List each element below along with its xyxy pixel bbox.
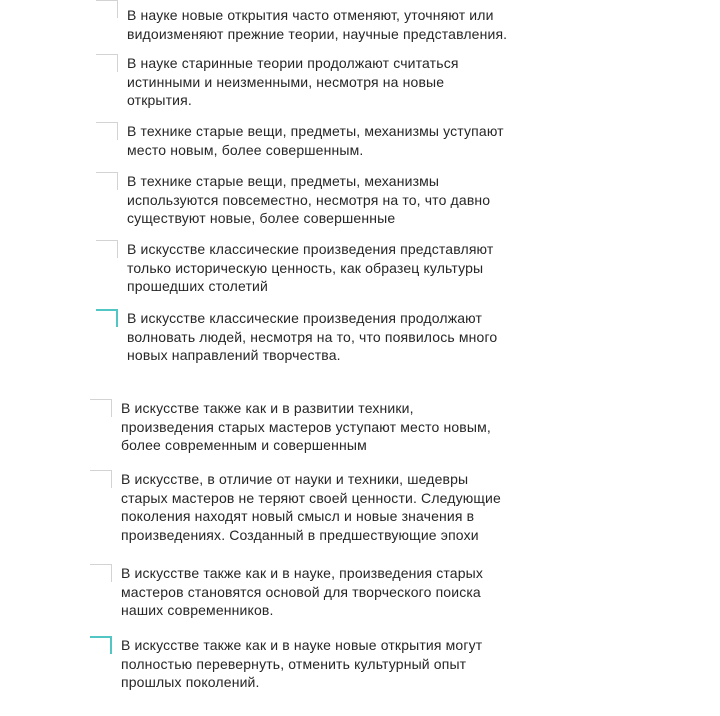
answer-option-1[interactable] [96,6,696,46]
checkbox-3[interactable] [96,122,118,140]
answer-option-10-label: В искусстве также как и в науке новые открытия могут полностью перевернуть, отменить культурный опыт прошлых поколений. [121,637,483,690]
answer-option-4-label: В технике старые вещи, предметы, механизмы используются повсеместно, несмотря на то, что давно существуют новые, более совершенные [127,173,491,226]
answer-option-6-label: В искусстве классические произведения продолжают волновать людей, несмотря на то, что появилось много новых направлений творчества. [127,310,498,363]
answer-option-8-label: В искусстве, в отличие от науки и техники, шедевры старых мастеров не теряют своей ценности. Следующие поколения находят новый смысл и новые значения в произведениях. Созданный в предшествующие эпохи [121,471,501,543]
answer-option-7[interactable] [90,399,700,457]
checkbox-10[interactable] [90,636,112,654]
answer-option-2-label: В науке старинные теории продолжают считаться истинными и неизменными, несмотря на новые открытия. [127,55,459,108]
answer-option-8[interactable] [90,470,700,548]
answer-option-5[interactable] [96,240,696,298]
answer-option-5-label: В искусстве классические произведения представляют только историческую ценность, как образец культуры прошедших столетий [127,241,494,294]
answer-option-10[interactable] [90,636,700,694]
checkbox-1[interactable] [96,0,118,18]
checkbox-7[interactable] [90,399,112,417]
answer-option-3-label: В технике старые вещи, предметы, механизмы уступают место новым, более совершенным. [127,123,504,158]
answer-option-4[interactable] [96,172,696,230]
answer-option-3[interactable] [96,122,696,162]
checkbox-5[interactable] [96,240,118,258]
answer-option-9-label: В искусстве также как и в науке, произведения старых мастеров становятся основой для творческого поиска наших современников. [121,565,484,618]
answer-option-7-label: В искусстве также как и в развитии техники, произведения старых мастеров уступают место новым, более современным и совершенным [121,400,491,453]
answer-option-1-label: В науке новые открытия часто отменяют, уточняют или видоизменяют прежние теории, научные представления. [127,7,508,42]
answer-option-2[interactable] [96,54,696,112]
checkbox-4[interactable] [96,172,118,190]
answer-option-6[interactable] [96,309,696,367]
checkbox-8[interactable] [90,470,112,488]
checkbox-9[interactable] [90,564,112,582]
checkbox-6[interactable] [96,309,118,327]
checkbox-2[interactable] [96,54,118,72]
answer-option-9[interactable] [90,564,700,622]
